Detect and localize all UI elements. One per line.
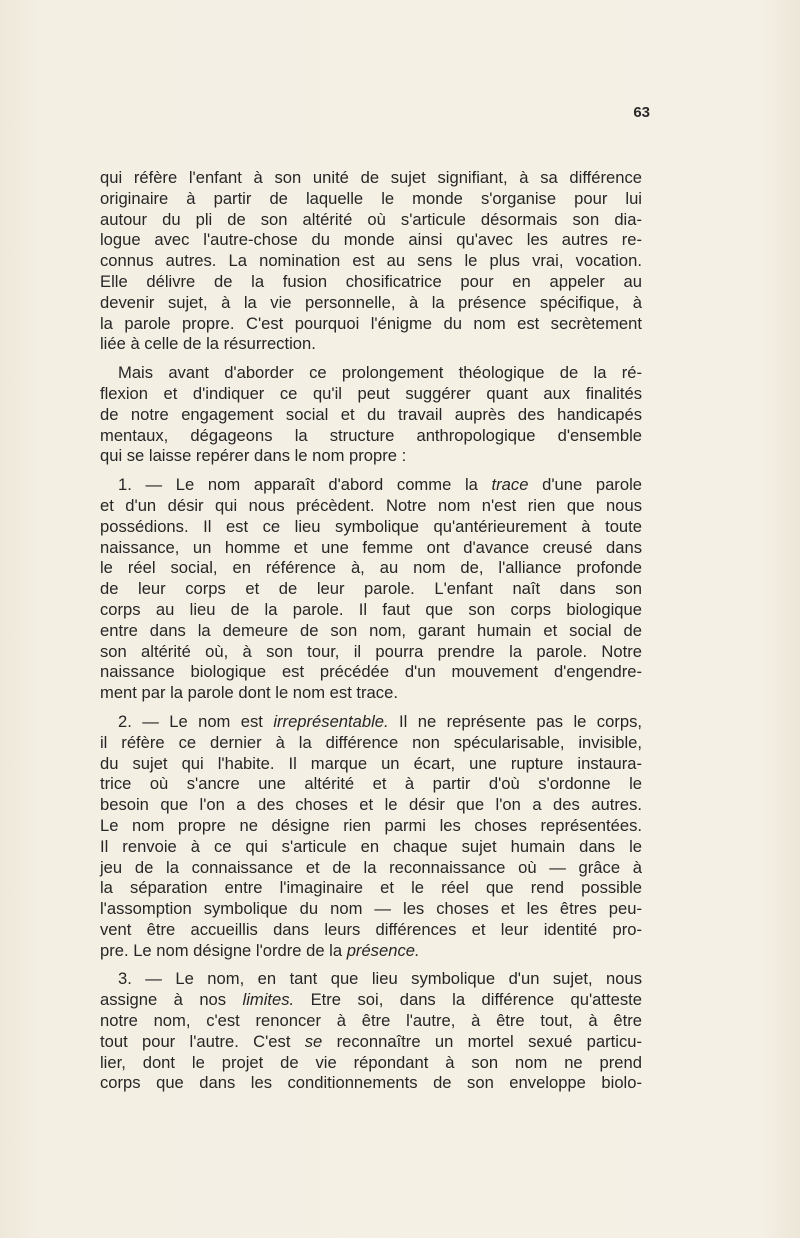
text-run: tout pour l'autre. C'est: [100, 1031, 305, 1051]
text-run: 2. — Le nom est: [118, 711, 274, 731]
text-line: connus autres. La nomination est au sens le plus vrai, vocation.: [100, 251, 642, 271]
paragraph-2: [100, 363, 642, 467]
text-line: l'assomption symbolique du nom — les choses et les êtres peu-: [100, 899, 642, 919]
text-line: corps au lieu de la parole. Il faut que son corps biologique: [100, 599, 642, 619]
emphasis-présence: présence.: [346, 940, 420, 960]
text-line: corps que dans les conditionnements de son enveloppe biolo-: [100, 1073, 642, 1093]
text-line: de notre engagement social et du travail auprès des handicapés: [100, 404, 642, 424]
text-line: [100, 712, 642, 733]
text-line: naissance biologique est précédée d'un mouvement d'engendre-: [100, 662, 642, 682]
text-line: Le nom propre ne désigne rien parmi les choses représentées.: [100, 815, 642, 835]
text-line: liée à celle de la résurrection.: [100, 334, 316, 354]
emphasis-trace: trace: [491, 475, 529, 495]
text-line: son altérité où, à son tour, il pourra prendre la parole. Notre: [100, 641, 642, 661]
emphasis-se: se: [304, 1031, 323, 1051]
paragraph-4: [100, 712, 642, 962]
page-number: 63: [633, 104, 650, 121]
text-line: entre dans la demeure de son nom, garant humain et social de: [100, 620, 642, 640]
body-text: [100, 168, 642, 1102]
text-line: possédions. Il est ce lieu symbolique qu'antérieurement à toute: [100, 516, 642, 536]
emphasis-irreprésentable: irreprésentable.: [273, 711, 389, 731]
text-line: mentaux, dégageons la structure anthropologique d'ensemble: [100, 425, 642, 445]
paragraph-3: [100, 475, 642, 704]
text-line: et d'un désir qui nous précèdent. Notre nom n'est rien que nous: [100, 495, 642, 515]
text-line: Mais avant d'aborder ce prolongement théologique de la ré-: [118, 363, 642, 383]
text-run: Il ne représente pas le corps,: [388, 711, 642, 731]
text-line: trice où s'ancre une altérité et à partir d'où s'ordonne le: [100, 774, 642, 794]
emphasis-limites: limites.: [242, 990, 295, 1010]
text-line: Elle délivre de la fusion chosificatrice pour en appeler au: [100, 271, 642, 291]
text-line: qui réfère l'enfant à son unité de sujet signifiant, à sa différence: [100, 168, 642, 187]
text-line: [100, 990, 642, 1011]
text-line: jeu de la connaissance et de la reconnaissance où — grâce à: [100, 857, 642, 877]
text-line: le réel social, en référence à, au nom de, l'alliance profonde: [100, 558, 642, 578]
text-line: du sujet qui l'habite. Il marque un écart, une rupture instaura-: [100, 753, 642, 773]
text-line: 3. — Le nom, en tant que lieu symbolique d'un sujet, nous: [118, 969, 642, 989]
paragraph-5: [100, 969, 642, 1094]
paragraph-1: [100, 168, 642, 355]
text-line: originaire à partir de laquelle le monde s'organise pour lui: [100, 188, 642, 208]
text-line: la parole propre. C'est pourquoi l'énigme du nom est secrètement: [100, 313, 642, 333]
text-line: il réfère ce dernier à la différence non spécularisable, invisible,: [100, 732, 642, 752]
text-line: devenir sujet, à la vie personnelle, à la présence spécifique, à: [100, 292, 642, 312]
text-run: 1. — Le nom apparaît d'abord comme la: [118, 475, 492, 495]
text-run: pre. Le nom désigne l'ordre de la: [100, 940, 347, 960]
text-line: flexion et d'indiquer ce qu'il peut suggérer quant aux finalités: [100, 383, 642, 403]
text-line: la séparation entre l'imaginaire et le réel que rend possible: [100, 878, 642, 898]
text-line: [100, 475, 642, 496]
text-run: Etre soi, dans la différence qu'atteste: [294, 990, 642, 1010]
text-line: notre nom, c'est renoncer à être l'autre, à être tout, à être: [100, 1011, 642, 1031]
text-line: ment par la parole dont le nom est trace.: [100, 683, 398, 703]
text-line: vent être accueillis dans leurs différences et leur identité pro-: [100, 919, 642, 939]
text-line: logue avec l'autre-chose du monde ainsi qu'avec les autres re-: [100, 230, 642, 250]
text-run: assigne à nos: [100, 990, 243, 1010]
text-line: [100, 941, 642, 962]
text-line: lier, dont le projet de vie répondant à son nom ne prend: [100, 1052, 642, 1072]
text-line: besoin que l'on a des choses et le désir que l'on a des autres.: [100, 795, 642, 815]
text-run: reconnaître un mortel sexué particu-: [322, 1031, 642, 1051]
text-line: Il renvoie à ce qui s'articule en chaque sujet humain dans le: [100, 836, 642, 856]
text-line: [100, 1032, 642, 1053]
text-line: de leur corps et de leur parole. L'enfant naît dans son: [100, 579, 642, 599]
text-line: qui se laisse repérer dans le nom propre :: [100, 446, 407, 466]
text-line: autour du pli de son altérité où s'articule désormais son dia-: [100, 209, 642, 229]
text-line: naissance, un homme et une femme ont d'avance creusé dans: [100, 537, 642, 557]
text-run: d'une parole: [528, 475, 642, 495]
